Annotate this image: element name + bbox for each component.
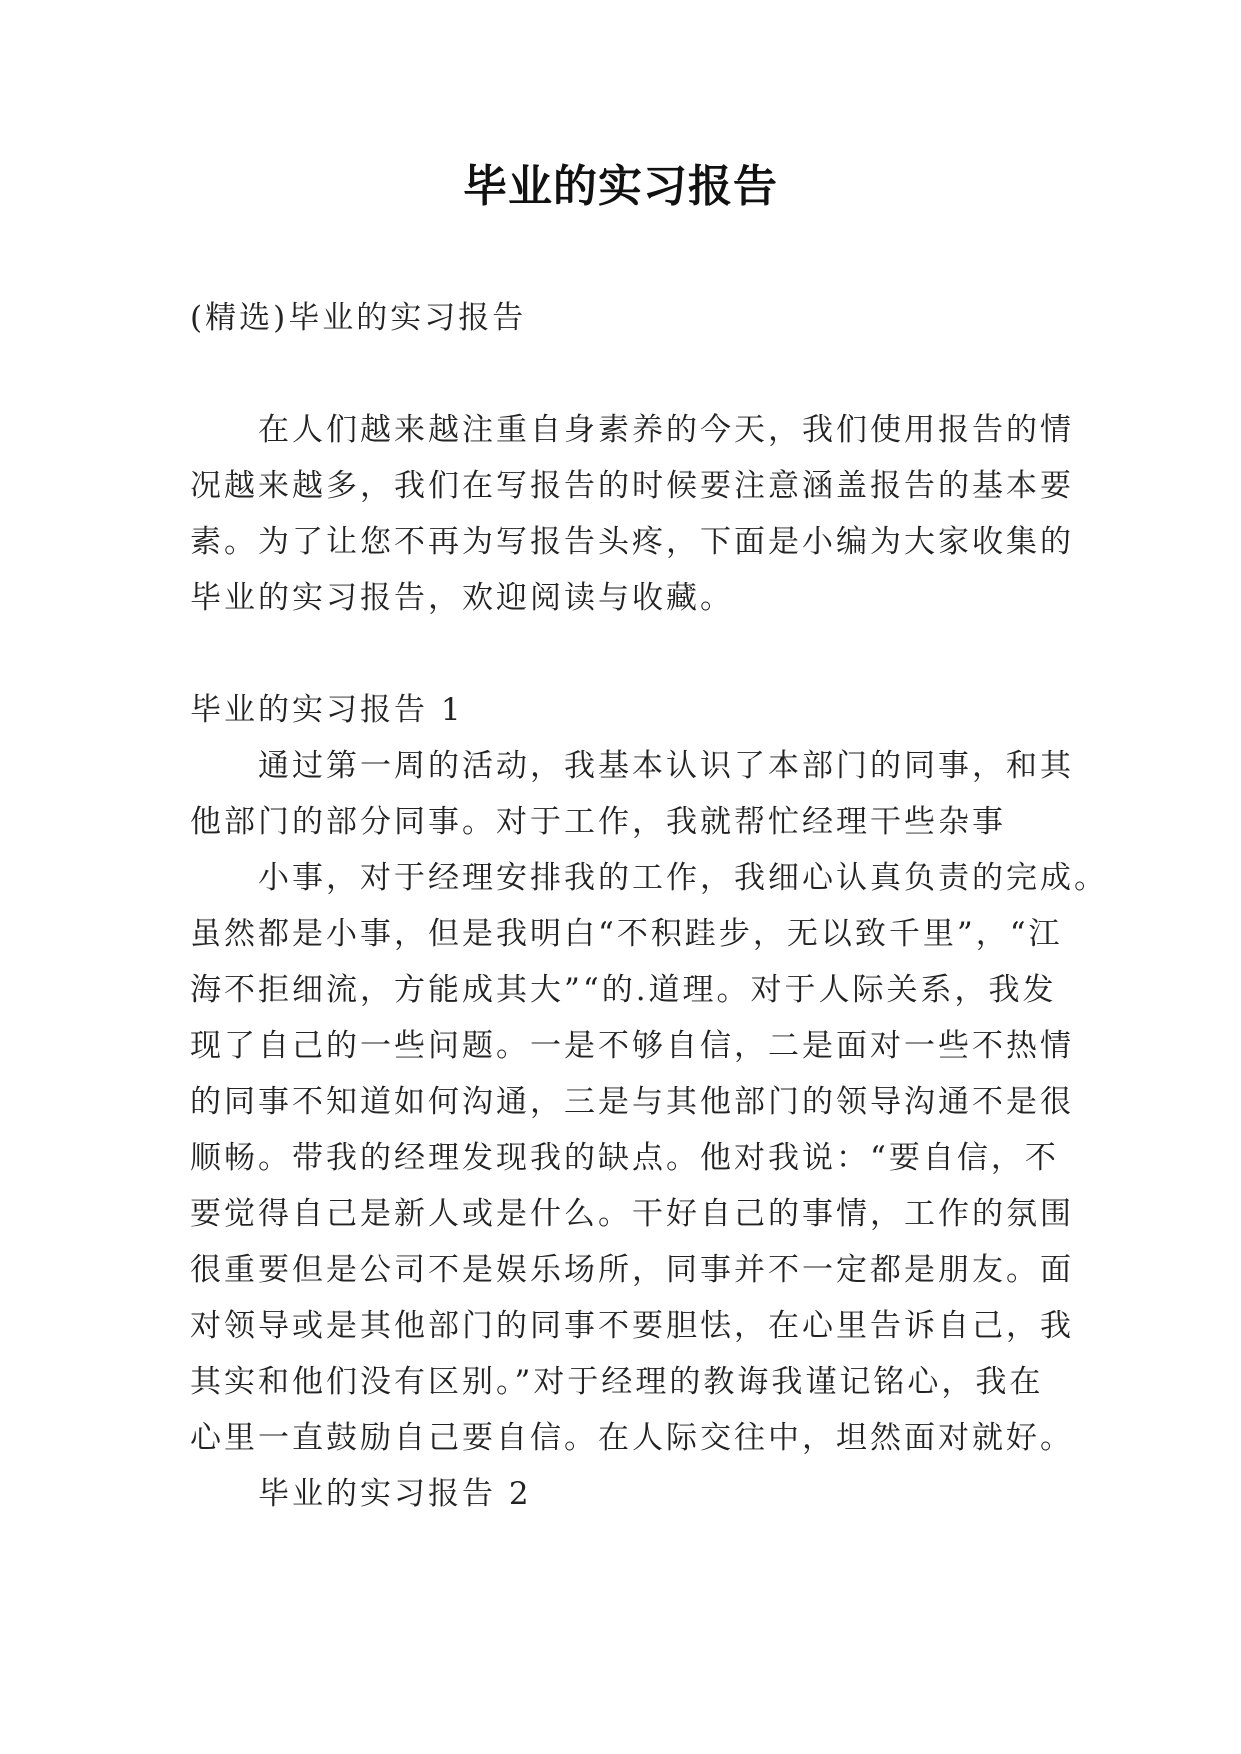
- body-line: 的同事不知道如何沟通，三是与其他部门的领导沟通不是很: [190, 1084, 1074, 1120]
- intro-line: 在人们越来越注重自身素养的今天，我们使用报告的情: [258, 412, 1074, 448]
- body-line: 现了自己的一些问题。一是不够自信，二是面对一些不热情: [190, 1028, 1074, 1064]
- body-line: 心里一直鼓励自己要自信。在人际交往中，坦然面对就好。: [190, 1420, 1074, 1456]
- body-line: 要觉得自己是新人或是什么。干好自己的事情，工作的氛围: [190, 1196, 1074, 1232]
- body-line: 顺畅。带我的经理发现我的缺点。他对我说：“要自信，不: [190, 1140, 1059, 1176]
- body-line: 对领导或是其他部门的同事不要胆怯，在心里告诉自己，我: [190, 1308, 1074, 1344]
- body-line: 小事，对于经理安排我的工作，我细心认真负责的完成。: [258, 860, 1108, 896]
- body-line: 其实和他们没有区别。”对于经理的教诲我谨记铭心，我在: [190, 1364, 1044, 1400]
- body-line: 很重要但是公司不是娱乐场所，同事并不一定都是朋友。面: [190, 1252, 1074, 1288]
- body-line: 海不拒细流，方能成其大”“的.道理。对于人际关系，我发: [190, 972, 1057, 1008]
- document-subtitle: (精选)毕业的实习报告: [190, 300, 527, 336]
- body-line: 虽然都是小事，但是我明白“不积跬步，无以致千里”，“江: [190, 916, 1063, 952]
- intro-line: 毕业的实习报告，欢迎阅读与收藏。: [190, 580, 734, 616]
- body-line: 通过第一周的活动，我基本认识了本部门的同事，和其: [258, 748, 1074, 784]
- section-heading-2: 毕业的实习报告 2: [258, 1476, 532, 1512]
- intro-line: 素。为了让您不再为写报告头疼，下面是小编为大家收集的: [190, 524, 1074, 560]
- section-heading-1: 毕业的实习报告 1: [190, 692, 464, 728]
- document-title: 毕业的实习报告: [463, 161, 778, 212]
- intro-line: 况越来越多，我们在写报告的时候要注意涵盖报告的基本要: [190, 468, 1074, 504]
- body-line: 他部门的部分同事。对于工作，我就帮忙经理干些杂事: [190, 804, 1006, 840]
